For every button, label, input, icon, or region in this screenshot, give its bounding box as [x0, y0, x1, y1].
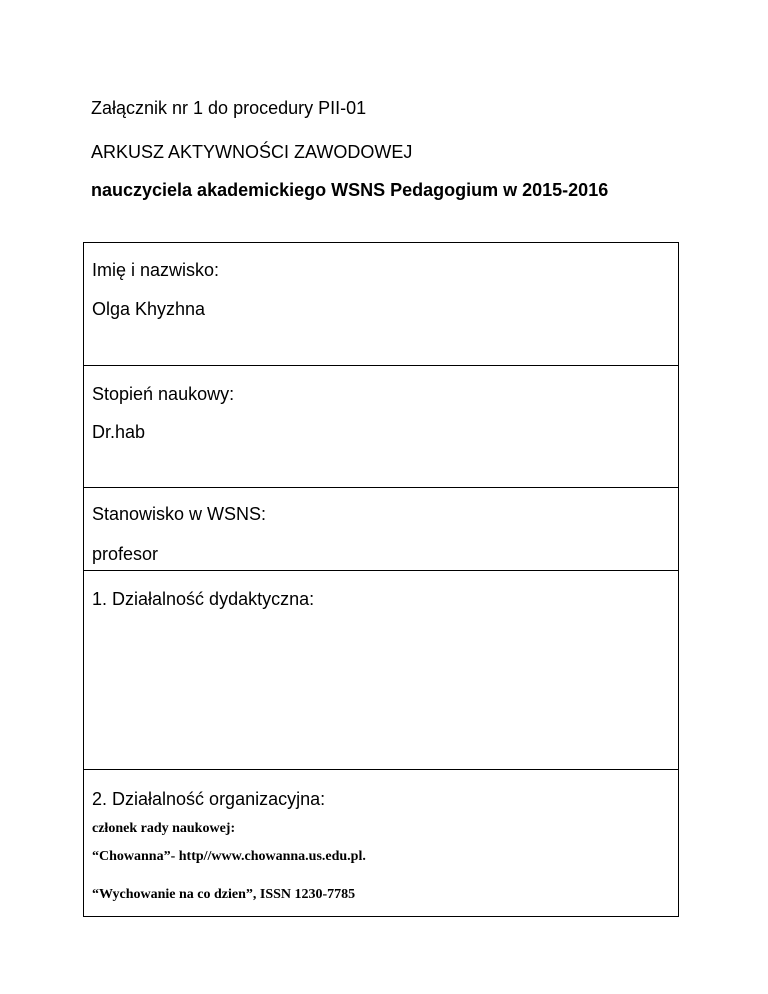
sheet-subtitle: nauczyciela akademickiego WSNS Pedagogium w 2015-2016	[91, 180, 609, 200]
organizational-activity-row	[84, 770, 678, 916]
position-label: Stanowisko w WSNS:	[92, 504, 267, 524]
annex-line: Załącznik nr 1 do procedury PII-01	[91, 98, 367, 118]
journal-item: “Chowanna”- http//www.chowanna.us.edu.pl.	[92, 849, 366, 864]
activity-form-table	[83, 242, 679, 917]
didactic-activity-label: 1. Działalność dydaktyczna:	[92, 589, 315, 609]
scientific-council-label: członek rady naukowej:	[92, 821, 236, 836]
name-value: Olga Khyzhna	[92, 299, 206, 319]
position-value: profesor	[92, 544, 159, 564]
name-label: Imię i nazwisko:	[92, 260, 220, 280]
name-row	[84, 243, 678, 366]
sheet-title: ARKUSZ AKTYWNOŚCI ZAWODOWEJ	[91, 142, 413, 162]
position-row	[84, 488, 678, 571]
degree-label: Stopień naukowy:	[92, 384, 235, 404]
journal-item: “Wychowanie na co dzien”, ISSN 1230-7785	[92, 887, 356, 902]
organizational-activity-label: 2. Działalność organizacyjna:	[92, 789, 326, 809]
degree-value: Dr.hab	[92, 422, 146, 442]
degree-row	[84, 366, 678, 488]
didactic-activity-row	[84, 571, 678, 770]
